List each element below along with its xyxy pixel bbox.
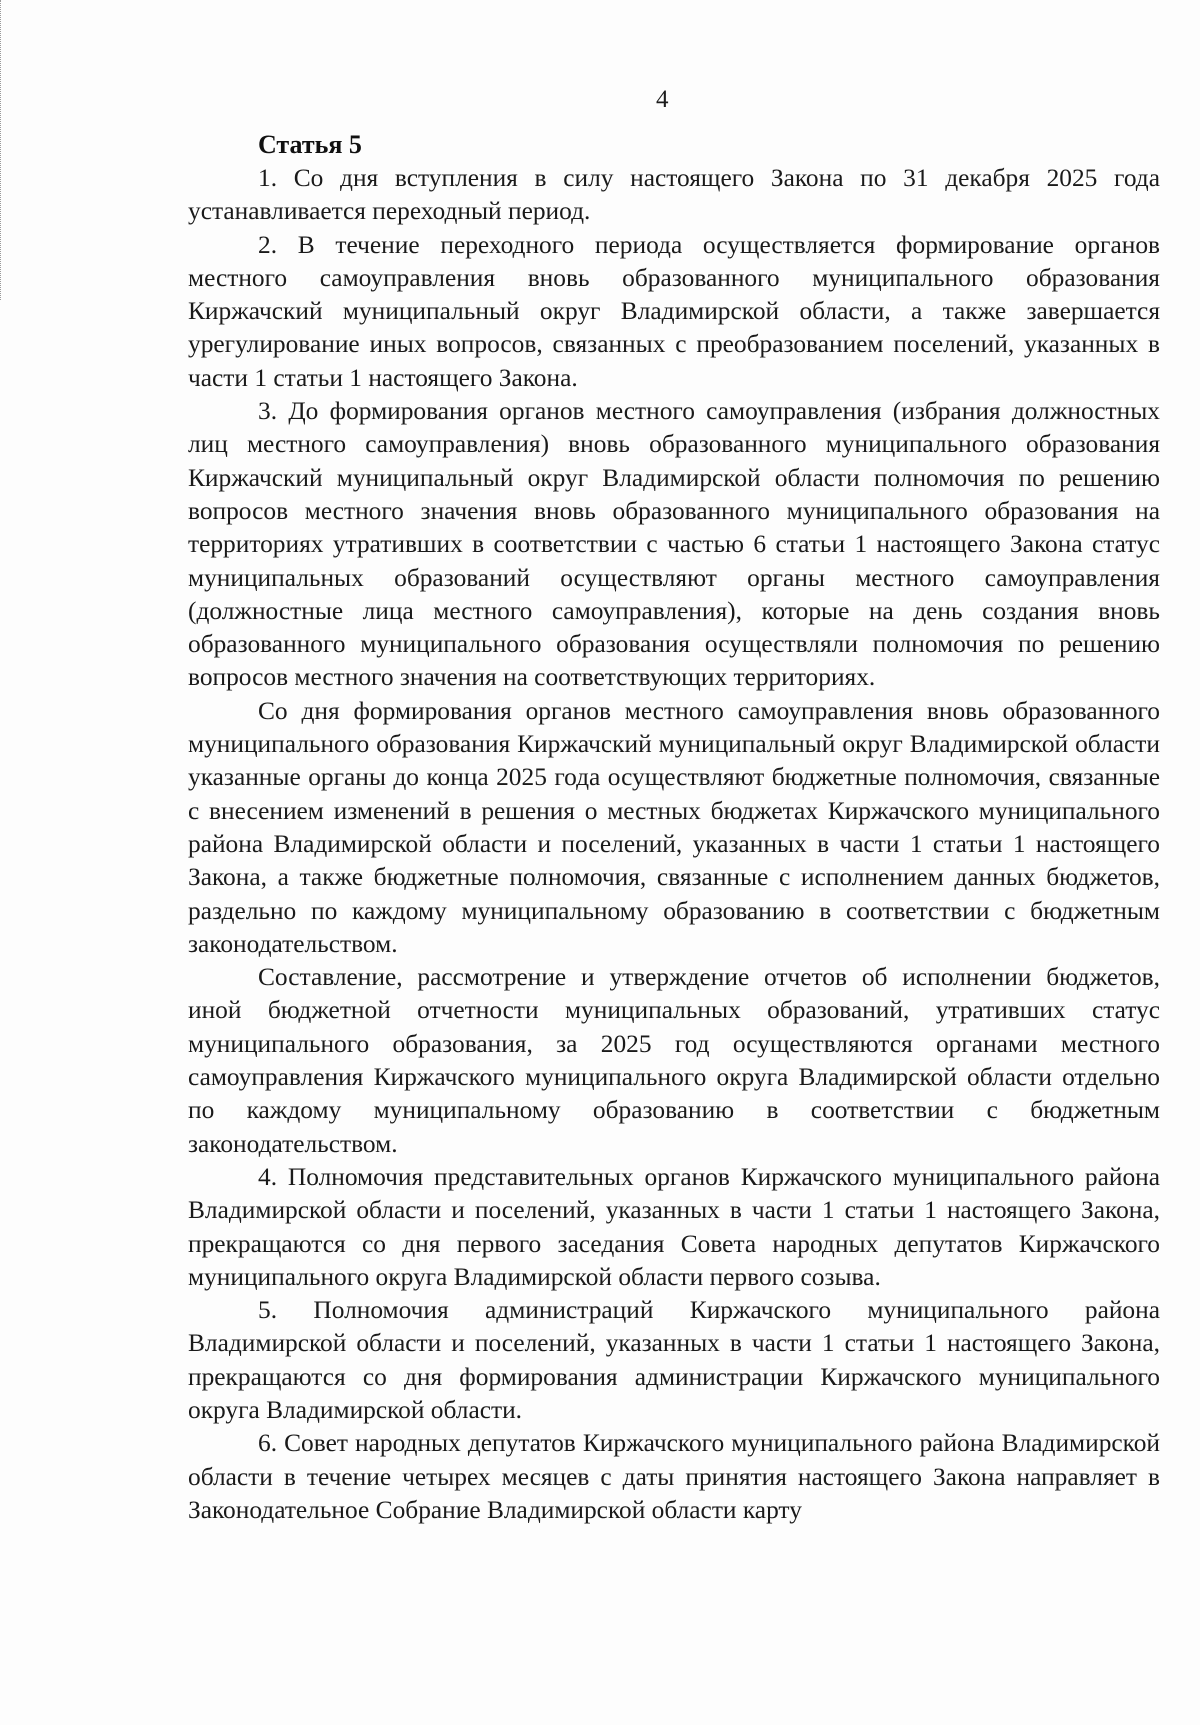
article-title: Статья 5 [258, 130, 362, 159]
page-number: 4 [656, 86, 669, 113]
paragraph-3: 3. До формирования органов местного самоуправления (избрания должностных лиц местного самоуправления) вновь образованного муниципального образования Киржачский муниципальный округ Владимирской области полномочия по решению вопросов местного значения вновь образованного муниципального образования на территориях утративших в соответствии с частью 6 статьи 1 настоящего Закона статус муниципальных образований осуществляют органы местного самоуправления (должностные лица местного самоуправления), которые на день создания вновь образованного муниципального образования осуществляли полномочия по решению вопросов местного значения на соответствующих территориях. [188, 397, 1160, 692]
article-body [188, 128, 1160, 1527]
paragraph-2: 2. В течение переходного периода осуществляется формирование органов местного самоуправления вновь образованного муниципального образования Киржачский муниципальный округ Владимирской области, а также завершается урегулирование иных вопросов, связанных с преобразованием поселений, указанных в части 1 статьи 1 настоящего Закона. [188, 230, 1160, 392]
paragraph-3-budget-powers: Со дня формирования органов местного самоуправления вновь образованного муниципального образования Киржачский муниципальный округ Владимирской области указанные органы до конца 2025 года осуществляют бюджетные полномочия, связанные с внесением изменений в решения о местных бюджетах Киржачского муниципального района Владимирской области и поселений, указанных в части 1 статьи 1 настоящего Закона, а также бюджетные полномочия, связанные с исполнением данных бюджетов, раздельно по каждому муниципальному образованию в соответствии с бюджетным законодательством. [188, 696, 1160, 958]
scan-edge-mark [0, 0, 3, 300]
paragraph-1: 1. Со дня вступления в силу настоящего Закона по 31 декабря 2025 года устанавливается переходный период. [188, 164, 1160, 226]
paragraph-4: 4. Полномочия представительных органов Киржачского муниципального района Владимирской области и поселений, указанных в части 1 статьи 1 настоящего Закона, прекращаются со дня первого заседания Совета народных депутатов Киржачского муниципального округа Владимирской области первого созыва. [188, 1162, 1160, 1291]
paragraph-6: 6. Совет народных депутатов Киржачского муниципального района Владимирской области в течение четырех месяцев с даты принятия настоящего Закона направляет в Законодательное Собрание Владимирской области карту [188, 1429, 1160, 1524]
paragraph-5: 5. Полномочия администраций Киржачского муниципального района Владимирской области и поселений, указанных в части 1 статьи 1 настоящего Закона, прекращаются со дня формирования администрации Киржачского муниципального округа Владимирской области. [188, 1296, 1160, 1424]
paragraph-3-budget-reports: Составление, рассмотрение и утверждение отчетов об исполнении бюджетов, иной бюджетной отчетности муниципальных образований, утративших статус муниципального образования, за 2025 год осуществляются органами местного самоуправления Киржачского муниципального округа Владимирской области отдельно по каждому муниципальному образованию в соответствии с бюджетным законодательством. [188, 963, 1160, 1158]
